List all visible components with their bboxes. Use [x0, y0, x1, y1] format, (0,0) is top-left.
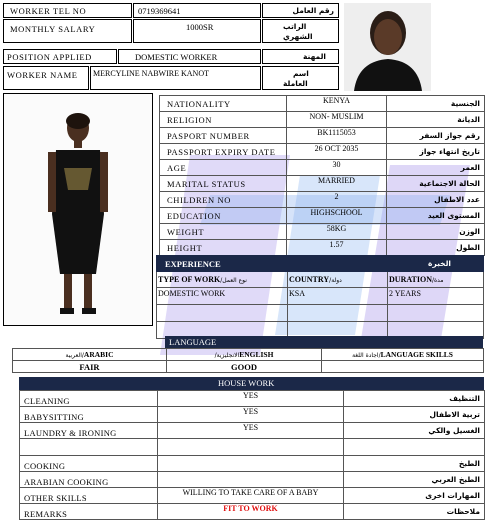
house-work-row [20, 407, 485, 423]
detail-value: 2 [287, 192, 387, 208]
experience-table [156, 255, 484, 339]
detail-row [160, 176, 485, 192]
detail-label: MARITAL STATUS [160, 176, 287, 192]
house-work-header [19, 377, 484, 390]
house-work-ar: الطبخ [344, 456, 485, 472]
col-country-label: COUNTRY [289, 275, 330, 284]
house-work-row [20, 488, 485, 504]
tel-value-box [133, 3, 261, 18]
detail-row [160, 112, 485, 128]
col-duration [388, 272, 484, 288]
detail-row [160, 160, 485, 176]
lang-arabic-header [13, 349, 167, 361]
house-work-ar: المهارات اخرى [344, 488, 485, 504]
detail-row [160, 240, 485, 256]
detail-value: 58KG [287, 224, 387, 240]
name-ar-1: اسم [293, 69, 309, 78]
lang-english-label: ENGLISH [239, 350, 274, 359]
detail-ar: الطول [387, 240, 485, 256]
detail-ar: العمر [387, 160, 485, 176]
full-body-image [4, 94, 152, 325]
house-work-label: OTHER SKILLS [20, 488, 158, 504]
detail-value: BK1115053 [287, 128, 387, 144]
house-work-value: YES [158, 391, 344, 407]
house-work-ar: تربية الاطفال [344, 407, 485, 423]
position-ar-box [262, 49, 339, 64]
house-work-ar [344, 439, 485, 456]
detail-label: EDUCATION [160, 208, 287, 224]
detail-row [160, 224, 485, 240]
portrait-photo [344, 3, 431, 91]
name-ar-box [262, 66, 339, 90]
house-work-label: ARABIAN COOKING [20, 472, 158, 488]
experience-title: EXPERIENCE [165, 258, 221, 269]
language-table [12, 348, 484, 373]
detail-row [160, 144, 485, 160]
detail-value: MARRIED [287, 176, 387, 192]
salary-ar-1: الراتب [283, 22, 307, 31]
lang-skills-ar: اجادة اللغة/ [352, 352, 381, 359]
detail-ar: الحالة الاجتماعية [387, 176, 485, 192]
lang-skills-header [322, 349, 484, 361]
detail-value: 1.57 [287, 240, 387, 256]
position-ar: المهنة [303, 52, 326, 61]
col-duration-label: DURATION [389, 275, 432, 284]
house-work-label: BABYSITTING [20, 407, 158, 423]
detail-row [160, 208, 485, 224]
detail-ar: عدد الاطفال [387, 192, 485, 208]
detail-label: WEIGHT [160, 224, 287, 240]
detail-row [160, 96, 485, 112]
detail-label: RELIGION [160, 112, 287, 128]
salary-value-box [133, 19, 261, 43]
lang-arabic-value: FAIR [13, 361, 167, 373]
salary-ar-2: الشهري [283, 32, 313, 41]
house-work-value: YES [158, 407, 344, 423]
detail-label: PASPORT NUMBER [160, 128, 287, 144]
details-table [159, 95, 485, 256]
name-value: MERCYLINE NABWIRE KANOT [93, 69, 209, 78]
house-work-label: CLEANING [20, 391, 158, 407]
detail-row [160, 128, 485, 144]
house-work-value: WILLING TO TAKE CARE OF A BABY [158, 488, 344, 504]
salary-label-box [3, 19, 132, 43]
salary-label: MONTHLY SALARY [10, 24, 96, 34]
house-work-table [19, 390, 485, 520]
full-body-photo [3, 93, 153, 326]
house-work-row [20, 439, 485, 456]
house-work-ar: الغسيل والكي [344, 423, 485, 439]
experience-title-ar: الخبرة [428, 259, 451, 268]
house-work-label: REMARKS [20, 504, 158, 520]
name-ar-2: العاملة [283, 79, 308, 88]
name-label-box [3, 66, 89, 90]
house-work-value [158, 472, 344, 488]
house-work-row [20, 472, 485, 488]
detail-ar: المستوى العيد [387, 208, 485, 224]
exp-empty-cell [388, 305, 484, 322]
house-work-row [20, 391, 485, 407]
position-value-box [118, 49, 261, 64]
lang-skills-label: LANGUAGE SKILLS [380, 350, 453, 359]
col-country [288, 272, 388, 288]
experience-title-cell [157, 256, 388, 272]
position-value: DOMESTIC WORKER [135, 52, 218, 62]
detail-label: PASSPORT EXPIRY DATE [160, 144, 287, 160]
position-label: POSITION APPLIED [7, 52, 92, 62]
lang-arabic-ar: العربية/ [65, 352, 84, 359]
detail-value: HIGHSCHOOL [287, 208, 387, 224]
tel-value: 0719369641 [138, 6, 181, 16]
lang-english-value: GOOD [167, 361, 322, 373]
detail-label: HEIGHT [160, 240, 287, 256]
house-work-value [158, 439, 344, 456]
house-work-label: LAUNDRY & IRONING [20, 423, 158, 439]
detail-ar: الديانة [387, 112, 485, 128]
salary-value: 1000SR [186, 22, 214, 32]
exp-row-country: KSA [288, 288, 388, 305]
detail-ar: الجنسية [387, 96, 485, 112]
house-work-value: FIT TO WORK [158, 504, 344, 520]
lang-english-header [167, 349, 322, 361]
tel-ar: رقم العامل [292, 6, 334, 15]
col-duration-ar: /مدة [431, 277, 444, 284]
detail-label: CHILDREN NO [160, 192, 287, 208]
detail-label: NATIONALITY [160, 96, 287, 112]
detail-value: 30 [287, 160, 387, 176]
detail-ar: تاريخ انتهاء جواز [387, 144, 485, 160]
col-country-ar: /دولة [329, 277, 342, 284]
house-work-value: YES [158, 423, 344, 439]
exp-empty-cell [157, 305, 288, 322]
exp-empty-cell [288, 305, 388, 322]
house-work-label: COOKING [20, 456, 158, 472]
col-type-label: TYPE OF WORK [158, 275, 221, 284]
house-work-ar: الطبخ العربي [344, 472, 485, 488]
house-work-ar: التنظيف [344, 391, 485, 407]
detail-value: 26 OCT 2035 [287, 144, 387, 160]
detail-row [160, 192, 485, 208]
name-value-box [90, 66, 261, 90]
house-work-row [20, 456, 485, 472]
tel-label-box [3, 3, 132, 18]
house-work-label [20, 439, 158, 456]
tel-ar-box [262, 3, 339, 18]
salary-ar-box [262, 19, 339, 43]
house-work-row [20, 423, 485, 439]
exp-row-type: DOMESTIC WORK [157, 288, 288, 305]
house-work-ar: ملاحظات [344, 504, 485, 520]
tel-label: WORKER TEL NO [10, 6, 87, 16]
col-type-ar: /نوع العمل [220, 277, 247, 284]
language-header [165, 336, 483, 348]
exp-row-duration: 2 YEARS [388, 288, 484, 305]
house-work-value [158, 456, 344, 472]
position-label-box [3, 49, 117, 64]
name-label: WORKER NAME [7, 70, 78, 80]
detail-value: NON- MUSLIM [287, 112, 387, 128]
detail-label: AGE [160, 160, 287, 176]
house-work-row [20, 504, 485, 520]
detail-value: KENYA [287, 96, 387, 112]
experience-title-ar-cell [388, 256, 484, 272]
lang-skills-empty [322, 361, 484, 373]
detail-ar: الوزن [387, 224, 485, 240]
detail-ar: رقم جواز السفر [387, 128, 485, 144]
portrait-image [344, 3, 431, 91]
lang-arabic-label: ARABIC [83, 350, 114, 359]
col-type-of-work [157, 272, 288, 288]
lang-english-ar: /الانجليزية [214, 352, 240, 359]
language-title: LANGUAGE [169, 337, 217, 347]
house-work-title: HOUSE WORK [218, 378, 275, 388]
